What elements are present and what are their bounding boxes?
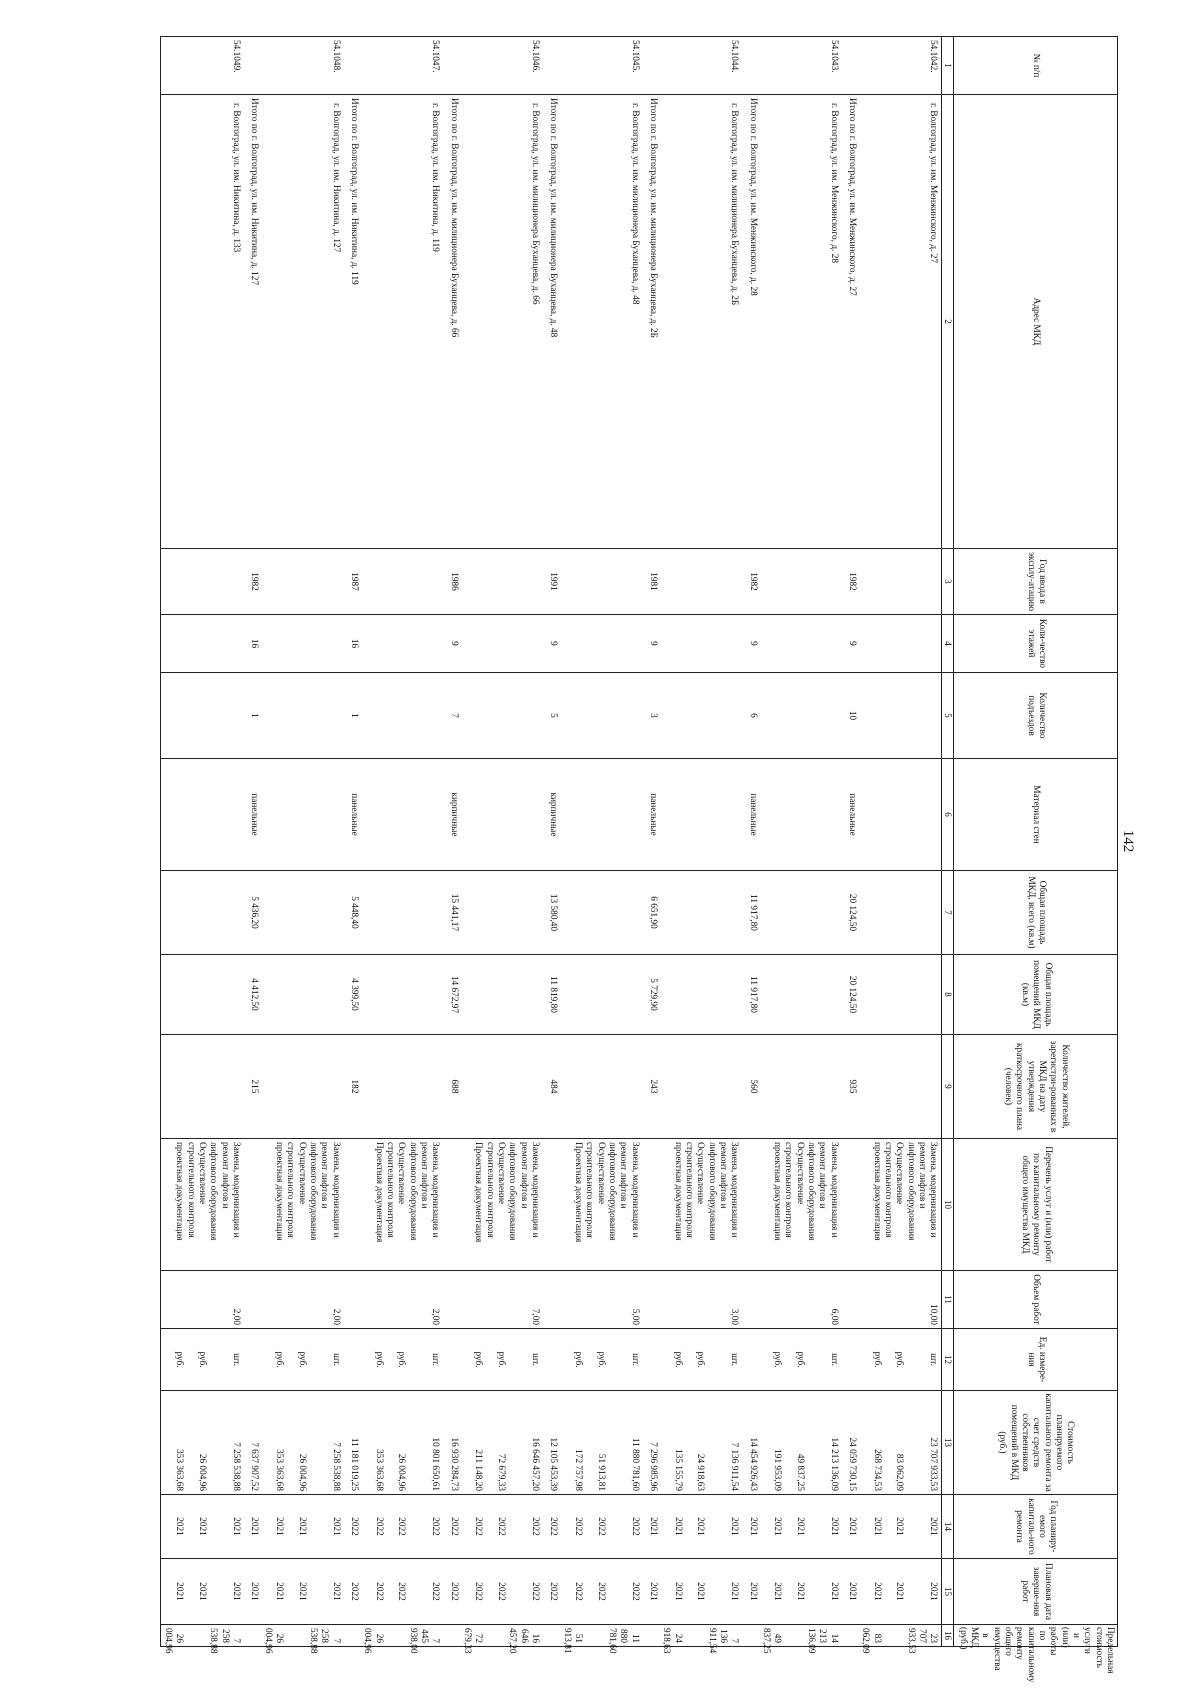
building-address: г. Волгоград, ул. им. Никитина, д. 119: [360, 95, 443, 549]
wall-material: панельные: [244, 759, 260, 871]
limit-cost: 14 213 136,09 49 837,25: [759, 1625, 842, 1647]
row-number: 54.1044.: [659, 37, 742, 95]
rooms-area: 5 729,90: [643, 955, 659, 1035]
limit-cost: 23 707 933,53 83 062,09: [858, 1625, 942, 1647]
empty-cell: [659, 759, 742, 871]
empty-cell: [543, 1271, 559, 1329]
total-area: 15 441,17: [443, 871, 459, 955]
unit: шт. руб. руб.: [559, 1329, 642, 1391]
empty-cell: [460, 615, 543, 673]
address-row: [160, 37, 244, 1647]
row-number: 54.1045.: [559, 37, 642, 95]
header-number: 11: [942, 1271, 954, 1329]
total-cost: 16 930 284,73: [443, 1391, 459, 1495]
empty-cell: [842, 1271, 858, 1329]
empty-cell: [659, 955, 742, 1035]
entrances: 3: [643, 673, 659, 759]
total-cost: 14 454 926,43: [742, 1391, 758, 1495]
repair-year: 2022 2022 2022: [559, 1495, 642, 1559]
address-row: [659, 37, 742, 1647]
empty-cell: [842, 1139, 858, 1271]
header-cell: № п/п: [954, 37, 1118, 95]
works-list: Замена, модернизация и ремонт лифтов и лифтового оборудования Осуществление строительного контроля проектная документация: [858, 1139, 942, 1271]
work-volume: 3,00: [659, 1271, 742, 1329]
empty-cell: [344, 37, 360, 95]
header-cell: Количество жителей, зарегистри-рованных в МКД на дату утверждения краткосрочного плана (человек): [954, 1035, 1118, 1139]
header-cell: Общая площадь МКД, всего (кв.м): [954, 871, 1118, 955]
empty-cell: [659, 673, 742, 759]
unit: шт. руб. руб.: [460, 1329, 543, 1391]
floors: 9: [842, 615, 858, 673]
total-row: [244, 37, 260, 1647]
work-volume: 6,00: [759, 1271, 842, 1329]
header-number: 1: [942, 37, 954, 95]
repair-year: 2022 2022 2022: [360, 1495, 443, 1559]
row-number: 54.1048.: [260, 37, 343, 95]
empty-cell: [742, 1271, 758, 1329]
unit: шт. руб. руб.: [360, 1329, 443, 1391]
total-area: 11 917,80: [742, 871, 758, 955]
unit: шт. руб. руб.: [858, 1329, 942, 1391]
empty-cell: [759, 615, 842, 673]
repair-plan-table: [160, 36, 1118, 1683]
rooms-area: 4 412,50: [244, 955, 260, 1035]
empty-cell: [460, 1035, 543, 1139]
year-built: 1981: [643, 549, 659, 615]
header-number: 8: [942, 955, 954, 1035]
empty-cell: [559, 759, 642, 871]
building-address: г. Волгоград, ул. им. милиционера Буханцева, д. 2Б: [659, 95, 742, 549]
year-built: 1982: [244, 549, 260, 615]
building-address: г. Волгоград, ул. им. Менжинского, д. 27: [858, 95, 942, 549]
residents: 560: [742, 1035, 758, 1139]
total-row: [543, 37, 559, 1647]
completion-date: 2021: [742, 1559, 758, 1625]
header-cell: Год планиру-емого капиталь-ного ремонта: [954, 1495, 1118, 1559]
empty-cell: [643, 1625, 659, 1647]
empty-cell: [543, 1329, 559, 1391]
address-row: [858, 37, 942, 1647]
residents: 935: [842, 1035, 858, 1139]
empty-cell: [443, 1271, 459, 1329]
total-label: Итого по г. Волгоград, ул. им. Никитина, д. 119: [344, 95, 360, 549]
header-number: 2: [942, 95, 954, 549]
empty-cell: [559, 1035, 642, 1139]
completion-date: 2021 2021 2021: [858, 1559, 942, 1625]
row-number: 54.1046.: [460, 37, 543, 95]
header-cell: Объем работ: [954, 1271, 1118, 1329]
header-number: 3: [942, 549, 954, 615]
unit: шт. руб. руб.: [160, 1329, 244, 1391]
entrances: 6: [742, 673, 758, 759]
total-row: [842, 37, 858, 1647]
floors: 9: [742, 615, 758, 673]
cost: 23 707 933,53 83 062,09 268 734,53: [858, 1391, 942, 1495]
building-address: г. Волгоград, ул. им. милиционера Буханцева, д. 48: [559, 95, 642, 549]
repair-year: 2021 2021 2021: [858, 1495, 942, 1559]
total-cost: 11 181 019,25: [344, 1391, 360, 1495]
empty-cell: [643, 1139, 659, 1271]
cost: 10 801 650,61 26 004,96 353 363,68: [360, 1391, 443, 1495]
work-volume: 2,00: [160, 1271, 244, 1329]
completion-date: 2022 2022 2022: [460, 1559, 543, 1625]
repair-year: 2021 2021 2021: [160, 1495, 244, 1559]
work-volume: 5,00: [559, 1271, 642, 1329]
completion-date: 2021 2021 2021: [659, 1559, 742, 1625]
empty-cell: [742, 1329, 758, 1391]
empty-cell: [643, 1271, 659, 1329]
empty-cell: [360, 759, 443, 871]
works-list: Замена, модернизация и ремонт лифтов и лифтового оборудования Осуществление строительного контроля проектная документация: [659, 1139, 742, 1271]
works-list: Замена, модернизация и ремонт лифтов и лифтового оборудования Осуществление строительного контроля проектная документация: [260, 1139, 343, 1271]
empty-cell: [360, 549, 443, 615]
header-number: 4: [942, 615, 954, 673]
floors: 9: [543, 615, 559, 673]
empty-cell: [742, 1139, 758, 1271]
wall-material: кирпичные: [543, 759, 559, 871]
empty-cell: [858, 871, 942, 955]
empty-cell: [260, 759, 343, 871]
works-list: Замена, модернизация и ремонт лифтов и лифтового оборудования Осуществление строительного контроля Проектная документация: [460, 1139, 543, 1271]
row-number: 54.1043.: [759, 37, 842, 95]
empty-cell: [460, 955, 543, 1035]
page-number: 142: [1120, 829, 1136, 853]
repair-year: 2021: [742, 1495, 758, 1559]
wall-material: панельные: [344, 759, 360, 871]
work-volume: 2,00: [360, 1271, 443, 1329]
empty-cell: [244, 1625, 260, 1647]
works-list: Замена, модернизация и ремонт лифтов и лифтового оборудования Осуществление строительного контроля Проектная документация: [559, 1139, 642, 1271]
floors: 9: [643, 615, 659, 673]
empty-cell: [759, 549, 842, 615]
unit: шт. руб. руб.: [759, 1329, 842, 1391]
address-row: [260, 37, 343, 1647]
header-cell: Стоимость планируемого капитального ремонта за счет средств собственников помещений в МКД (руб.): [954, 1391, 1118, 1495]
building-address: г. Волгоград, ул. им. Никитина, д. 127: [260, 95, 343, 549]
empty-cell: [443, 1139, 459, 1271]
wall-material: панельные: [742, 759, 758, 871]
works-list: Замена, модернизация и ремонт лифтов и лифтового оборудования Осуществление строительного контроля Проектная документация: [360, 1139, 443, 1271]
empty-cell: [742, 37, 758, 95]
empty-cell: [559, 955, 642, 1035]
header-number: 13: [942, 1391, 954, 1495]
work-volume: 7,00: [460, 1271, 543, 1329]
repair-year: 2021 2021 2021: [659, 1495, 742, 1559]
empty-cell: [759, 1035, 842, 1139]
header-cell: Коли-чество этажей: [954, 615, 1118, 673]
empty-cell: [160, 871, 244, 955]
total-label: Итого по г. Волгоград, ул. им. Менжинского, д. 28: [742, 95, 758, 549]
empty-cell: [759, 955, 842, 1035]
empty-cell: [742, 1625, 758, 1647]
rooms-area: 11 819,80: [543, 955, 559, 1035]
completion-date: 2021: [643, 1559, 659, 1625]
empty-cell: [858, 955, 942, 1035]
cost: 14 213 136,09 49 837,25 191 953,09: [759, 1391, 842, 1495]
repair-year: 2022: [543, 1495, 559, 1559]
empty-cell: [360, 673, 443, 759]
header-cell: Общая площадь помещений МКД (кв.м): [954, 955, 1118, 1035]
header-cell: Ед. измере-ния: [954, 1329, 1118, 1391]
header-number: 14: [942, 1495, 954, 1559]
empty-cell: [543, 37, 559, 95]
wall-material: панельные: [643, 759, 659, 871]
empty-cell: [559, 871, 642, 955]
repair-year: 2021: [244, 1495, 260, 1559]
row-number: 54.1042.: [858, 37, 942, 95]
empty-cell: [443, 37, 459, 95]
empty-cell: [160, 1035, 244, 1139]
cost: 16 646 457,20 72 679,33 211 148,20: [460, 1391, 543, 1495]
year-built: 1982: [742, 549, 758, 615]
header-cell: Количество подъездов: [954, 673, 1118, 759]
empty-cell: [344, 1139, 360, 1271]
header-number: 5: [942, 673, 954, 759]
repair-year: 2021: [842, 1495, 858, 1559]
completion-date: 2021 2021 2021: [160, 1559, 244, 1625]
empty-cell: [842, 1625, 858, 1647]
empty-cell: [160, 759, 244, 871]
empty-cell: [260, 673, 343, 759]
residents: 688: [443, 1035, 459, 1139]
empty-cell: [160, 673, 244, 759]
unit: шт. руб. руб.: [260, 1329, 343, 1391]
total-label: Итого по г. Волгоград, ул. им. милиционера Буханцева, д. 48: [543, 95, 559, 549]
header-cell: Перечень услуг и (или) работ по капитальному ремонту общего имущества МКД: [954, 1139, 1118, 1271]
completion-date: 2021 2021 2021: [260, 1559, 343, 1625]
total-row: [344, 37, 360, 1647]
completion-date: 2022: [344, 1559, 360, 1625]
empty-cell: [260, 871, 343, 955]
completion-date: 2021: [244, 1559, 260, 1625]
entrances: 5: [543, 673, 559, 759]
works-list: Замена, модернизация и ремонт лифтов и лифтового оборудования Осуществление строительного контроля проектная документация: [160, 1139, 244, 1271]
entrances: 1: [244, 673, 260, 759]
cost: 7 258 538,88 26 004,96 353 363,68: [260, 1391, 343, 1495]
unit: шт. руб. руб.: [659, 1329, 742, 1391]
limit-cost: 7 258 538,88 26 004,96: [260, 1625, 343, 1647]
empty-cell: [160, 615, 244, 673]
completion-date: 2022: [443, 1559, 459, 1625]
total-area: 5 436,20: [244, 871, 260, 955]
empty-cell: [643, 1329, 659, 1391]
empty-cell: [842, 37, 858, 95]
works-list: Замена, модернизация и ремонт лифтов и лифтового оборудования Осуществление строительного контроля проектная документация: [759, 1139, 842, 1271]
table-header: [942, 37, 1118, 1683]
work-volume: 10,00: [858, 1271, 942, 1329]
building-address: г. Волгоград, ул. им. милиционера Буханцева, д. 66: [460, 95, 543, 549]
completion-date: 2021: [842, 1559, 858, 1625]
building-address: г. Волгоград, ул. им. Менжинского, д. 28: [759, 95, 842, 549]
empty-cell: [344, 1329, 360, 1391]
year-built: 1986: [443, 549, 459, 615]
empty-cell: [260, 955, 343, 1035]
empty-cell: [344, 1625, 360, 1647]
entrances: 1: [344, 673, 360, 759]
repair-year: 2021 2021 2021: [759, 1495, 842, 1559]
work-volume: 2,00: [260, 1271, 343, 1329]
table-body: [160, 37, 942, 1654]
total-label: Итого по г. Волгоград, ул. им. Никитина, д. 127: [244, 95, 260, 549]
limit-cost: 7 258 538,88 26 004,96: [160, 1625, 244, 1647]
empty-cell: [659, 1035, 742, 1139]
completion-date: 2022 2022 2022: [559, 1559, 642, 1625]
repair-year: 2022: [344, 1495, 360, 1559]
empty-cell: [360, 1035, 443, 1139]
total-cost: 7 637 907,52: [244, 1391, 260, 1495]
row-number: 54.1049.: [160, 37, 244, 95]
completion-date: 2021 2021 2021: [759, 1559, 842, 1625]
limit-cost: 11 880 781,60 51 913,81: [559, 1625, 642, 1647]
year-built: 1987: [344, 549, 360, 615]
building-address: г. Волгоград, ул. им. Никитина, д. 133: [160, 95, 244, 549]
empty-cell: [559, 549, 642, 615]
empty-cell: [659, 615, 742, 673]
empty-cell: [244, 1139, 260, 1271]
completion-date: 2022: [543, 1559, 559, 1625]
empty-cell: [360, 871, 443, 955]
empty-cell: [559, 673, 642, 759]
rooms-area: 4 399,50: [344, 955, 360, 1035]
empty-cell: [460, 871, 543, 955]
repair-year: 2022: [443, 1495, 459, 1559]
total-row: [643, 37, 659, 1647]
empty-cell: [260, 615, 343, 673]
empty-cell: [244, 1329, 260, 1391]
empty-cell: [759, 871, 842, 955]
residents: 182: [344, 1035, 360, 1139]
header-number: 6: [942, 759, 954, 871]
header-number: 15: [942, 1559, 954, 1625]
empty-cell: [543, 1625, 559, 1647]
total-row: [742, 37, 758, 1647]
total-label: Итого по г. Волгоград, ул. им. милиционера Буханцева, д. 66: [443, 95, 459, 549]
completion-date: 2022 2022 2022: [360, 1559, 443, 1625]
empty-cell: [460, 759, 543, 871]
header-cell: Год ввода в эксплу-атацию: [954, 549, 1118, 615]
rooms-area: 14 672,97: [443, 955, 459, 1035]
wall-material: кирпичные: [443, 759, 459, 871]
total-label: Итого по г. Волгоград, ул. им. Менжинского, д. 27: [842, 95, 858, 549]
header-number: 16: [942, 1625, 954, 1647]
total-cost: 12 105 453,39: [543, 1391, 559, 1495]
empty-cell: [559, 615, 642, 673]
empty-cell: [842, 1329, 858, 1391]
empty-cell: [160, 955, 244, 1035]
entrances: 7: [443, 673, 459, 759]
header-cell: Плановая дата заверше-ния работ: [954, 1559, 1118, 1625]
floors: 16: [344, 615, 360, 673]
cost: 11 880 781,60 51 913,81 172 757,98: [559, 1391, 642, 1495]
empty-cell: [759, 759, 842, 871]
empty-cell: [344, 1271, 360, 1329]
cost: 7 136 911,54 24 918,63 135 155,79: [659, 1391, 742, 1495]
header-number: 9: [942, 1035, 954, 1139]
empty-cell: [659, 549, 742, 615]
rooms-area: 11 917,80: [742, 955, 758, 1035]
header-number: 10: [942, 1139, 954, 1271]
total-row: [443, 37, 459, 1647]
repair-year: 2021: [643, 1495, 659, 1559]
empty-cell: [244, 1271, 260, 1329]
residents: 243: [643, 1035, 659, 1139]
repair-year: 2021 2021 2021: [260, 1495, 343, 1559]
empty-cell: [260, 1035, 343, 1139]
total-label: Итого по г. Волгоград, ул. им. милиционера Буханцева, д. 2Б: [643, 95, 659, 549]
empty-cell: [160, 549, 244, 615]
header-cell: Материал стен: [954, 759, 1118, 871]
limit-cost: 16 646 457,20 72 679,33: [460, 1625, 543, 1647]
residents: 484: [543, 1035, 559, 1139]
total-cost: 24 059 730,15: [842, 1391, 858, 1495]
empty-cell: [443, 1625, 459, 1647]
empty-cell: [460, 673, 543, 759]
rooms-area: 20 124,50: [842, 955, 858, 1035]
total-cost: 7 296 985,96: [643, 1391, 659, 1495]
floors: 9: [443, 615, 459, 673]
empty-cell: [244, 37, 260, 95]
year-built: 1982: [842, 549, 858, 615]
empty-cell: [858, 1035, 942, 1139]
total-area: 5 448,40: [344, 871, 360, 955]
total-area: 13 580,40: [543, 871, 559, 955]
row-number: 54.1047.: [360, 37, 443, 95]
repair-year: 2022 2022 2022: [460, 1495, 543, 1559]
limit-cost: 7 136 911,54 24 918,63: [659, 1625, 742, 1647]
empty-cell: [543, 1139, 559, 1271]
address-row: [360, 37, 443, 1647]
wall-material: панельные: [842, 759, 858, 871]
header-number: 12: [942, 1329, 954, 1391]
empty-cell: [260, 549, 343, 615]
header-cell: Предельная стоимость услуги и (или) работы по капитальному ремонту общего имущества в МКД (руб.): [954, 1625, 1118, 1647]
empty-cell: [858, 759, 942, 871]
empty-cell: [759, 673, 842, 759]
empty-cell: [643, 37, 659, 95]
address-row: [559, 37, 642, 1647]
empty-cell: [443, 1329, 459, 1391]
empty-cell: [858, 549, 942, 615]
limit-cost: 7 445 938,00 26 004,96: [360, 1625, 443, 1647]
empty-cell: [360, 955, 443, 1035]
total-area: 6 651,90: [643, 871, 659, 955]
floors: 16: [244, 615, 260, 673]
header-cell: Адрес МКД: [954, 95, 1118, 549]
rotated-page: [60, 36, 1136, 1683]
empty-cell: [858, 615, 942, 673]
empty-cell: [659, 871, 742, 955]
header-number: 7: [942, 871, 954, 955]
address-row: [460, 37, 543, 1647]
empty-cell: [858, 673, 942, 759]
total-area: 20 124,50: [842, 871, 858, 955]
entrances: 10: [842, 673, 858, 759]
address-row: [759, 37, 842, 1647]
residents: 215: [244, 1035, 260, 1139]
year-built: 1991: [543, 549, 559, 615]
cost: 7 258 538,88 26 004,96 353 363,68: [160, 1391, 244, 1495]
empty-cell: [360, 615, 443, 673]
empty-cell: [460, 549, 543, 615]
